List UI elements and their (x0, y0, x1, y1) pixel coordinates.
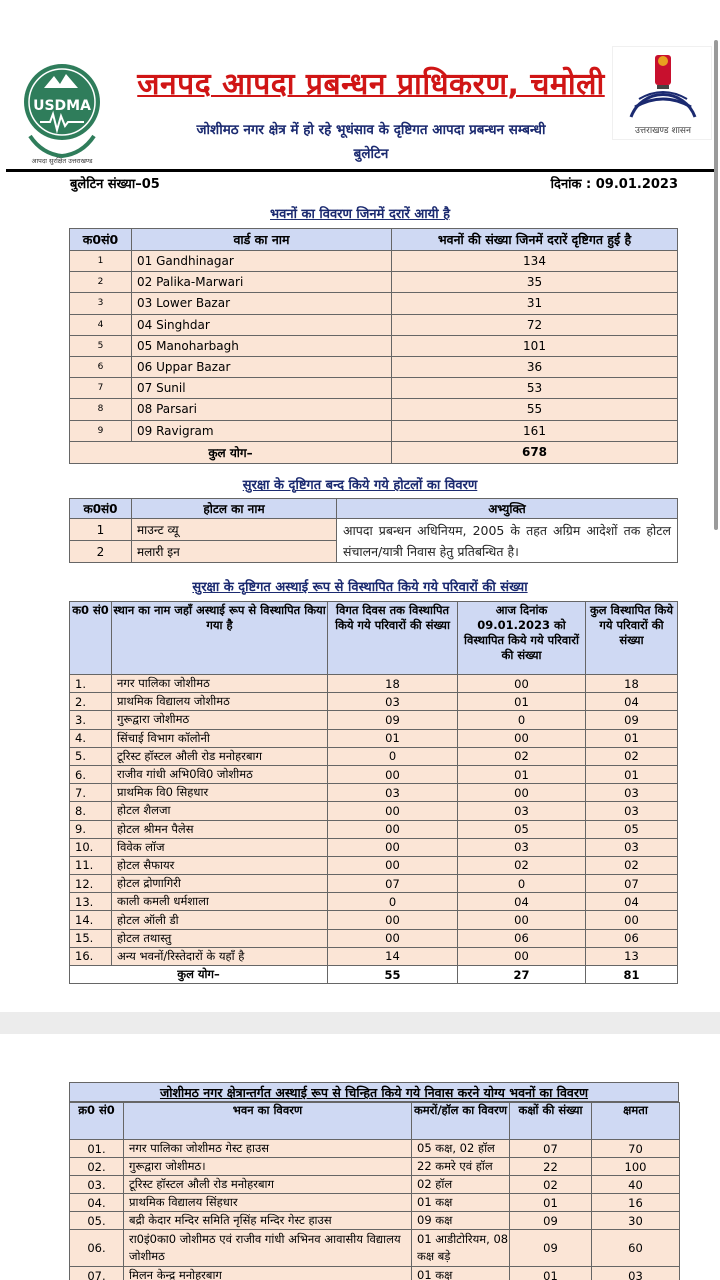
table-row (70, 1267, 680, 1280)
ward-name-cell: 02 Palika-Marwari (132, 272, 392, 293)
serial-cell: 15. (70, 929, 112, 947)
serial-cell: 03. (70, 1176, 124, 1194)
serial-cell: 2 (70, 272, 132, 293)
table-row (70, 693, 678, 711)
room-count-cell: 01 (510, 1267, 592, 1280)
col-header: क0सं0 (70, 499, 132, 519)
today-count-cell: 01 (458, 765, 586, 783)
previous-count-cell: 00 (328, 911, 458, 929)
total-count-cell: 02 (586, 856, 678, 874)
serial-cell: 6. (70, 765, 112, 783)
serial-cell: 5 (70, 335, 132, 356)
table-row (70, 711, 678, 729)
usdma-tagline: आपदा सुरक्षित उत्तराखण्ड (31, 157, 93, 165)
total-count-cell: 04 (586, 693, 678, 711)
table-row (70, 875, 678, 893)
serial-cell: 06. (70, 1230, 124, 1267)
col-header: वार्ड का नाम (132, 229, 392, 251)
total-value: 27 (458, 966, 586, 984)
room-count-cell: 09 (510, 1212, 592, 1230)
location-cell: प्राथमिक वि0 सिहधार (112, 784, 328, 802)
previous-count-cell: 07 (328, 875, 458, 893)
col-header: स्थान का नाम जहॉं अस्थाई रूप से विस्थापित किया गया है (112, 602, 328, 675)
building-count-cell: 35 (392, 272, 678, 293)
table-header-row (70, 229, 678, 251)
subtitle-line-1: जोशीमठ नगर क्षेत्र में हो रहे भूधंसाव के दृष्टिगत आपदा प्रबन्धन सम्बन्धी (196, 122, 546, 138)
location-cell: प्राथमिक विद्यालय जोशीमठ (112, 693, 328, 711)
room-count-cell: 02 (510, 1176, 592, 1194)
table-row (70, 947, 678, 965)
location-cell: होटल शैलजा (112, 802, 328, 820)
table-row (70, 293, 678, 314)
table-row (70, 675, 678, 693)
col-header: अभ्युक्ति (337, 499, 678, 519)
today-count-cell: 01 (458, 693, 586, 711)
page-separator (0, 1012, 720, 1034)
table-row (70, 929, 678, 947)
rooms-cell: 01 कक्ष (412, 1194, 510, 1212)
section-habitable-buildings-title: जोशीमठ नगर क्षेत्रान्तर्गत अस्थाई रूप से चिन्हित किये गये निवास करने योग्य भवनों का विवरण (69, 1082, 679, 1102)
table-row (70, 1194, 680, 1212)
serial-cell: 3. (70, 711, 112, 729)
building-count-cell: 134 (392, 251, 678, 272)
building-cell: मिलन केन्द्र मनोहरबाग (124, 1267, 412, 1280)
previous-count-cell: 0 (328, 747, 458, 765)
capacity-cell: 40 (592, 1176, 680, 1194)
total-count-cell: 13 (586, 947, 678, 965)
table-row (70, 272, 678, 293)
room-count-cell: 22 (510, 1158, 592, 1176)
building-cell: रा0इं0का0 जोशीमठ एवं राजीव गांधी अभिनव आवासीय विद्यालय जोशीमठ (124, 1230, 412, 1267)
table-row (70, 856, 678, 874)
rooms-cell: 22 कमरे एवं हॉल (412, 1158, 510, 1176)
today-count-cell: 00 (458, 675, 586, 693)
uttarakhand-caption: उत्तराखण्ड शासन (634, 126, 691, 136)
location-cell: होटल सैफायर (112, 856, 328, 874)
table-row (70, 356, 678, 377)
table-row (70, 893, 678, 911)
building-cell: नगर पालिका जोशीमठ गेस्ट हाउस (124, 1140, 412, 1158)
total-row (70, 441, 678, 463)
previous-count-cell: 00 (328, 802, 458, 820)
ward-name-cell: 05 Manoharbagh (132, 335, 392, 356)
total-label: कुल योग– (70, 441, 392, 463)
today-count-cell: 00 (458, 784, 586, 802)
total-row (70, 966, 678, 984)
serial-cell: 9. (70, 820, 112, 838)
building-count-cell: 72 (392, 314, 678, 335)
capacity-cell: 70 (592, 1140, 680, 1158)
serial-cell: 10. (70, 838, 112, 856)
previous-count-cell: 00 (328, 929, 458, 947)
location-cell: काली कमली धर्मशाला (112, 893, 328, 911)
serial-cell: 2 (70, 541, 132, 563)
col-header: क0 सं0 (70, 602, 112, 675)
col-header: क्षमता (592, 1103, 680, 1140)
table-row (70, 747, 678, 765)
today-count-cell: 03 (458, 802, 586, 820)
remark-cell: आपदा प्रबन्धन अधिनियम, 2005 के तहत अग्रिम आदेशों तक होटल संचालन/यात्री निवास हेतु प्रतिबन्धित है। (337, 519, 678, 563)
svg-text:USDMA: USDMA (33, 98, 91, 114)
serial-cell: 07. (70, 1267, 124, 1280)
previous-count-cell: 14 (328, 947, 458, 965)
table-row (70, 378, 678, 399)
building-count-cell: 36 (392, 356, 678, 377)
location-cell: होटल श्रीमन पैलेस (112, 820, 328, 838)
previous-count-cell: 00 (328, 838, 458, 856)
bulletin-date: दिनांक : 09.01.2023 (550, 177, 678, 192)
building-cell: प्राथमिक विद्यालय सिंहधार (124, 1194, 412, 1212)
serial-cell: 02. (70, 1158, 124, 1176)
ward-name-cell: 01 Gandhinagar (132, 251, 392, 272)
location-cell: नगर पालिका जोशीमठ (112, 675, 328, 693)
room-count-cell: 07 (510, 1140, 592, 1158)
col-header: कमरों/हॉल का विवरण (412, 1103, 510, 1140)
room-count-cell: 09 (510, 1230, 592, 1267)
rooms-cell: 01 कक्ष (412, 1267, 510, 1280)
col-header: क्र0 सं0 (70, 1103, 124, 1140)
location-cell: राजीव गांधी अभि0वि0 जोशीमठ (112, 765, 328, 783)
table-row (70, 251, 678, 272)
section-displaced-families-title: सुरक्षा के दृष्टिगत अस्थाई रूप से विस्थापित किये गये परिवारों की संख्या (192, 580, 528, 595)
ward-name-cell: 07 Sunil (132, 378, 392, 399)
previous-count-cell: 03 (328, 693, 458, 711)
col-header: कक्षों की संख्या (510, 1103, 592, 1140)
table-row (70, 1176, 680, 1194)
table-row (70, 519, 678, 541)
total-count-cell: 00 (586, 911, 678, 929)
rooms-cell: 01 आडीटोरियम, 08 कक्ष बड़े (412, 1230, 510, 1267)
table-row (70, 820, 678, 838)
ward-name-cell: 06 Uppar Bazar (132, 356, 392, 377)
rooms-cell: 05 कक्ष, 02 हॉल (412, 1140, 510, 1158)
capacity-cell: 16 (592, 1194, 680, 1212)
ward-name-cell: 09 Ravigram (132, 420, 392, 441)
total-count-cell: 04 (586, 893, 678, 911)
today-count-cell: 02 (458, 856, 586, 874)
total-value: 678 (392, 441, 678, 463)
previous-count-cell: 00 (328, 765, 458, 783)
total-count-cell: 01 (586, 765, 678, 783)
serial-cell: 05. (70, 1212, 124, 1230)
serial-cell: 01. (70, 1140, 124, 1158)
total-count-cell: 18 (586, 675, 678, 693)
table-row (70, 729, 678, 747)
col-header: क0सं0 (70, 229, 132, 251)
serial-cell: 8 (70, 399, 132, 420)
ward-name-cell: 04 Singhdar (132, 314, 392, 335)
section-cracked-buildings-title: भवनों का विवरण जिनमें दरारें आयी है (270, 207, 450, 222)
room-count-cell: 01 (510, 1194, 592, 1212)
total-count-cell: 06 (586, 929, 678, 947)
serial-cell: 12. (70, 875, 112, 893)
page-subtitle (136, 118, 606, 166)
location-cell: गुरूद्वारा जोशीमठ (112, 711, 328, 729)
capacity-cell: 30 (592, 1212, 680, 1230)
location-cell: अन्य भवनों/रिस्तेदारों के यहॉं है (112, 947, 328, 965)
total-value: 55 (328, 966, 458, 984)
col-header: विगत दिवस तक विस्थापित किये गये परिवारों की संख्या (328, 602, 458, 675)
serial-cell: 5. (70, 747, 112, 765)
serial-cell: 13. (70, 893, 112, 911)
today-count-cell: 06 (458, 929, 586, 947)
habitable-buildings-table (69, 1102, 680, 1280)
total-count-cell: 09 (586, 711, 678, 729)
serial-cell: 9 (70, 420, 132, 441)
col-header: भवन का विवरण (124, 1103, 412, 1140)
location-cell: टूरिस्ट हॉस्टल औली रोड मनोहरबाग (112, 747, 328, 765)
location-cell: होटल द्रोणागिरी (112, 875, 328, 893)
rooms-cell: 09 कक्ष (412, 1212, 510, 1230)
building-cell: गुरूद्वारा जोशीमठ। (124, 1158, 412, 1176)
table-row (70, 911, 678, 929)
today-count-cell: 02 (458, 747, 586, 765)
building-cell: बद्री केदार मन्दिर समिति नृसिंह मन्दिर गेस्ट हाउस (124, 1212, 412, 1230)
serial-cell: 16. (70, 947, 112, 965)
today-count-cell: 00 (458, 947, 586, 965)
table-header-row (70, 499, 678, 519)
today-count-cell: 04 (458, 893, 586, 911)
location-cell: होटल ऑली डी (112, 911, 328, 929)
serial-cell: 2. (70, 693, 112, 711)
location-cell: विवेक लॉज (112, 838, 328, 856)
total-count-cell: 03 (586, 784, 678, 802)
rooms-cell: 02 हॉल (412, 1176, 510, 1194)
table-row (70, 1212, 680, 1230)
serial-cell: 4. (70, 729, 112, 747)
ward-name-cell: 08 Parsari (132, 399, 392, 420)
total-label: कुल योग– (70, 966, 328, 984)
total-value: 81 (586, 966, 678, 984)
hotel-name-cell: माउन्ट व्यू (132, 519, 337, 541)
col-header: आज दिनांक 09.01.2023 को विस्थापित किये गये परिवारों की संख्या (458, 602, 586, 675)
table-row (70, 765, 678, 783)
table-header-row (70, 1103, 680, 1140)
col-header: होटल का नाम (132, 499, 337, 519)
previous-count-cell: 18 (328, 675, 458, 693)
hotel-name-cell: मलारी इन (132, 541, 337, 563)
bulletin-number: बुलेटिन संख्या–05 (70, 177, 160, 192)
table-row (70, 420, 678, 441)
building-count-cell: 31 (392, 293, 678, 314)
total-count-cell: 01 (586, 729, 678, 747)
vertical-scrollbar[interactable] (714, 40, 718, 530)
capacity-cell: 60 (592, 1230, 680, 1267)
table-row (70, 314, 678, 335)
previous-count-cell: 00 (328, 820, 458, 838)
page-title: जनपद आपदा प्रबन्धन प्राधिकरण, चमोली (137, 67, 605, 102)
building-count-cell: 101 (392, 335, 678, 356)
serial-cell: 1 (70, 519, 132, 541)
building-count-cell: 161 (392, 420, 678, 441)
header-divider (6, 169, 714, 172)
previous-count-cell: 09 (328, 711, 458, 729)
serial-cell: 14. (70, 911, 112, 929)
total-count-cell: 03 (586, 802, 678, 820)
displaced-families-table (69, 601, 678, 984)
building-count-cell: 55 (392, 399, 678, 420)
table-row (70, 1140, 680, 1158)
total-count-cell: 05 (586, 820, 678, 838)
col-header: कुल विस्थापित किये गये परिवारों की संख्या (586, 602, 678, 675)
table-row (70, 399, 678, 420)
capacity-cell: 100 (592, 1158, 680, 1176)
serial-cell: 8. (70, 802, 112, 820)
serial-cell: 4 (70, 314, 132, 335)
capacity-cell: 03 (592, 1267, 680, 1280)
serial-cell: 11. (70, 856, 112, 874)
location-cell: होटल तथास्तु (112, 929, 328, 947)
table-row (70, 802, 678, 820)
serial-cell: 7 (70, 378, 132, 399)
serial-cell: 1. (70, 675, 112, 693)
subtitle-line-2: बुलेटिन (353, 146, 389, 162)
usdma-logo (22, 58, 102, 166)
uttarakhand-govt-logo (612, 46, 712, 140)
serial-cell: 04. (70, 1194, 124, 1212)
table-row (70, 838, 678, 856)
today-count-cell: 00 (458, 729, 586, 747)
today-count-cell: 0 (458, 875, 586, 893)
today-count-cell: 00 (458, 911, 586, 929)
table-row (70, 1158, 680, 1176)
serial-cell: 3 (70, 293, 132, 314)
previous-count-cell: 0 (328, 893, 458, 911)
section-closed-hotels-title: सुरक्षा के दृष्टिगत बन्द किये गये होटलों का विवरण (242, 478, 478, 493)
today-count-cell: 05 (458, 820, 586, 838)
previous-count-cell: 03 (328, 784, 458, 802)
cracked-buildings-table (69, 228, 678, 464)
table-row (70, 335, 678, 356)
today-count-cell: 03 (458, 838, 586, 856)
serial-cell: 6 (70, 356, 132, 377)
ward-name-cell: 03 Lower Bazar (132, 293, 392, 314)
col-header: भवनों की संख्या जिनमें दरारें दृष्टिगत हुई है (392, 229, 678, 251)
total-count-cell: 03 (586, 838, 678, 856)
serial-cell: 1 (70, 251, 132, 272)
building-cell: टूरिस्ट हॉस्टल औली रोड मनोहरबाग (124, 1176, 412, 1194)
serial-cell: 7. (70, 784, 112, 802)
total-count-cell: 02 (586, 747, 678, 765)
location-cell: सिंचाई विभाग कॉलोनी (112, 729, 328, 747)
previous-count-cell: 00 (328, 856, 458, 874)
today-count-cell: 0 (458, 711, 586, 729)
table-row (70, 784, 678, 802)
building-count-cell: 53 (392, 378, 678, 399)
table-header-row (70, 602, 678, 675)
closed-hotels-table (69, 498, 678, 563)
previous-count-cell: 01 (328, 729, 458, 747)
total-count-cell: 07 (586, 875, 678, 893)
table-row (70, 1230, 680, 1267)
